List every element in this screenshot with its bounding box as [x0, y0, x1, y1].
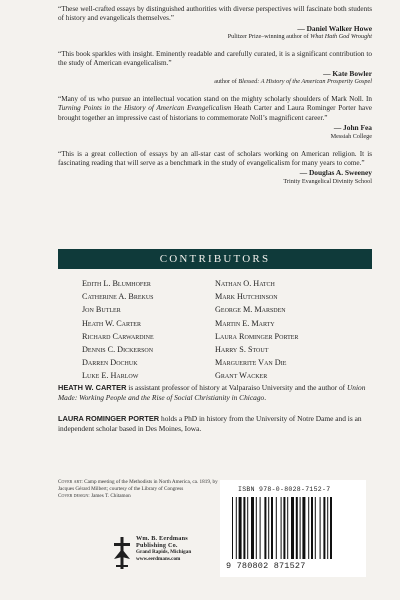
contributor-name: Harry S. Stout [215, 345, 269, 355]
contributor-name: Mark Hutchinson [215, 292, 278, 302]
quote-affiliation: Trinity Evangelical Divinity School [283, 177, 372, 185]
credit-label: Cover design: [58, 493, 90, 499]
contributor-name: Heath W. Carter [82, 318, 141, 328]
contributor-name: Darren Dochuk [82, 358, 138, 368]
quote-affiliation [58, 33, 372, 41]
credit-text: James T. Chitamon [89, 493, 131, 499]
bio-text-end: . [264, 392, 267, 402]
quote-text: “These well-crafted essays by distinguished authorities with diverse perspectives will fascinate both students of history and evangelicals themselves.” [58, 5, 372, 23]
quote-author: — Douglas A. Sweeney [299, 168, 372, 178]
quote-affiliation: Messiah College [330, 132, 372, 140]
affiliation-prefix: Pulitzer Prize–winning author of [227, 33, 311, 41]
contributor-name: Grant Wacker [215, 371, 268, 381]
contributor-name: Jon Butler [82, 305, 121, 315]
affiliation-title: Blessed: A History of the American Prosperity Gospel [238, 78, 372, 86]
cover-credits [58, 479, 218, 500]
endorsement-howe [58, 5, 372, 41]
affiliation-prefix: author of [214, 78, 239, 86]
credit-label: Cover art: [58, 479, 83, 485]
barcode-digits: 9 780802 871527 [226, 561, 306, 571]
cover-design-credit [58, 493, 218, 500]
quote-text-part: Heath Carter and Laura Rominger Porter have brought together an impressive cast of historians to commemorate Noll’s magnificent career.” [58, 104, 372, 122]
endorsements [58, 5, 372, 195]
bio-book-title: Union Made: Working People and the Rise of Social Christianity in Chicago [58, 383, 366, 402]
cover-art-credit [58, 479, 218, 493]
contributor-name: Dennis C. Dickerson [82, 345, 154, 355]
publisher-text [136, 536, 196, 562]
contributors-list-left [82, 277, 154, 383]
barcode-icon [230, 497, 356, 559]
quote-author: — Kate Bowler [323, 68, 372, 78]
isbn-label: ISBN 978-0-8028-7152-7 [238, 486, 331, 493]
contributor-name: Richard Carwardine [82, 331, 154, 341]
editor-bio-carter [58, 383, 372, 402]
contributor-name: Laura Rominger Porter [215, 331, 299, 341]
credit-text: Camp meeting of the Methodists in North America, ca. 1819, by Jacques Gérard Milbert; courtesy of the Library of Congress [58, 479, 218, 492]
publisher-city: Grand Rapids, Michigan [136, 549, 192, 556]
endorsement-sweeney [58, 150, 372, 186]
editor-bio-porter [58, 414, 372, 433]
endorsement-bowler [58, 50, 372, 86]
quote-text: “This book sparkles with insight. Eminently readable and carefully curated, it is a significant contribution to the study of American evangelicalism.” [58, 50, 372, 68]
quote-author: — Daniel Walker Howe [297, 23, 372, 33]
contributor-name: Marguerite Van Die [215, 358, 287, 368]
quote-book-title: Turning Points in the History of American Evangelicalism [58, 104, 232, 113]
editor-name: HEATH W. CARTER [58, 383, 127, 392]
bio-text: is assistant professor of history at Valparaiso University and the author of [126, 383, 347, 392]
contributor-name: Martin E. Marty [215, 318, 275, 328]
contributors-list-right [215, 277, 298, 383]
quote-affiliation [58, 78, 372, 86]
contributor-name: Nathan O. Hatch [215, 279, 275, 288]
publisher-logo-icon [112, 535, 132, 571]
quote-text-part: “Many of us who pursue an intellectual vocation stand on the mighty scholarly shoulders of Mark Noll. In [58, 95, 372, 104]
editor-name: LAURA ROMINGER PORTER [58, 414, 160, 423]
publisher-name-line2: Publishing Co. [136, 541, 178, 549]
affiliation-title: What Hath God Wrought [310, 33, 372, 41]
contributor-name: Edith L. Blumhofer [82, 279, 151, 288]
contributor-name: Catherine A. Brekus [82, 292, 154, 302]
contributor-name: Luke E. Harlow [82, 371, 139, 381]
endorsement-fea [58, 95, 372, 140]
contributors-heading: CONTRIBUTORS [58, 249, 372, 269]
quote-author: — John Fea [333, 123, 372, 133]
contributor-name: George M. Marsden [215, 305, 286, 315]
quote-text [58, 95, 372, 123]
bio-text: holds a PhD in history from the University of Notre Dame and is an independent scholar based in Des Moines, Iowa. [58, 414, 362, 433]
publisher-name: Wm. B. Eerdmans [136, 535, 188, 542]
publisher-imprint [112, 527, 192, 577]
barcode-panel [220, 480, 366, 577]
quote-text: “This is a great collection of essays by an all-star cast of scholars working on American religion. It is fascinating reading that will serve as a benchmark in the study of evangelicalism for many years to come.” [58, 149, 372, 167]
publisher-url: www.eerdmans.com [136, 555, 181, 562]
